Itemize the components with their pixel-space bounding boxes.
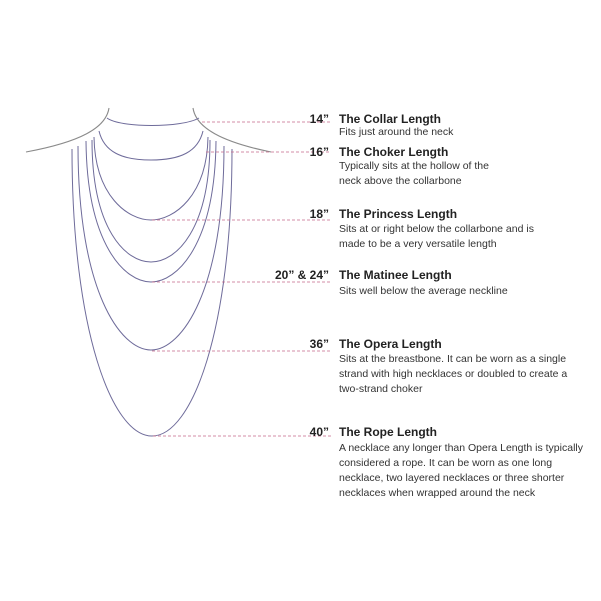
rope-chain	[72, 149, 232, 436]
necklace-title: The Choker Length	[339, 145, 449, 159]
length-label: 14”	[309, 112, 329, 126]
collar-chain	[107, 118, 199, 126]
necklace-description: Sits well below the average neckline	[339, 285, 508, 297]
necklace-chains	[72, 118, 232, 436]
necklace-title: The Princess Length	[339, 207, 458, 221]
necklace-title: The Opera Length	[339, 337, 442, 351]
necklace-title: The Rope Length	[339, 425, 437, 439]
matinee-chain-24	[92, 140, 210, 262]
length-label: 40”	[309, 425, 329, 439]
necklace-description: Sits at or right below the collarbone and is made to be a very versatile length	[339, 223, 534, 250]
necklace-description: Sits at the breastbone. It can be worn as a single strand with high necklaces or doubled to create a two-strand choker	[339, 353, 568, 395]
length-label: 36”	[309, 337, 329, 351]
shoulder-outline	[26, 108, 271, 152]
length-label: 16”	[309, 145, 329, 159]
necklace-title: The Collar Length	[339, 112, 441, 126]
neck-shoulders-outline	[26, 108, 271, 152]
choker-chain	[99, 131, 203, 160]
length-label: 20” & 24”	[274, 268, 329, 282]
necklace-description: Fits just around the neck	[339, 126, 454, 138]
length-label: 18”	[309, 207, 329, 221]
princess-chain	[94, 137, 208, 220]
necklace-title: The Matinee Length	[339, 268, 452, 282]
necklace-description: Typically sits at the hollow of the neck above the collarbone	[339, 160, 489, 187]
opera-chain	[78, 146, 224, 350]
matinee-chain-20	[86, 141, 216, 282]
necklace-description: A necklace any longer than Opera Length is typically considered a rope. It can be worn as one long necklace, two layered necklaces or three shorter necklaces when wrapped around the neck	[339, 442, 583, 499]
